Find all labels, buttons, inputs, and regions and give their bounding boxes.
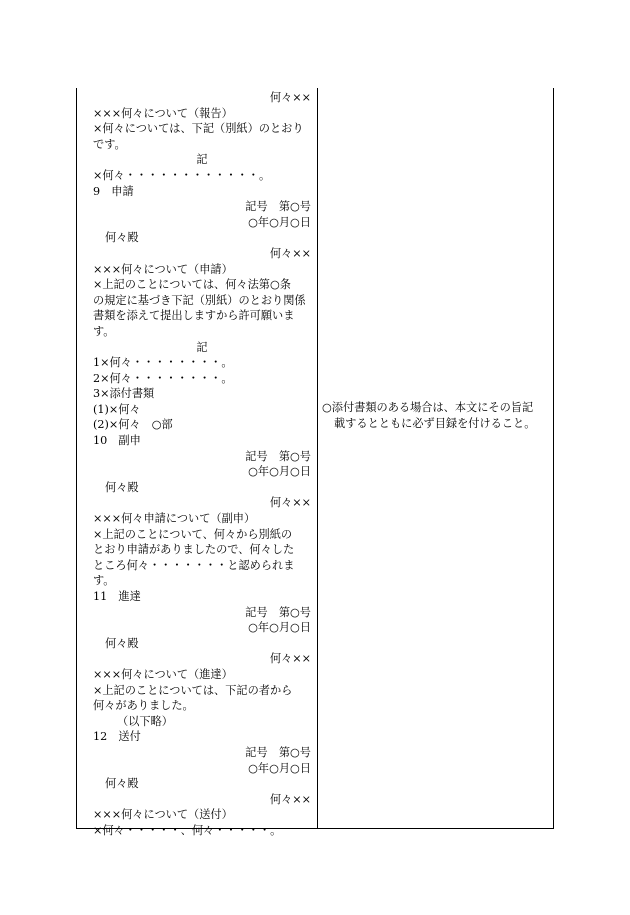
text-line: 何々×× [269,652,311,666]
text-line: (2)×何々 ○部 [93,418,173,432]
text-line: ○年○月○日 [248,465,311,479]
text-line: す。 [93,324,115,338]
text-line: 何々×× [269,792,311,806]
text-line: 何々×× [269,496,311,510]
text-line: 12 送付 [93,730,141,744]
text-line: 記号 第○号 [245,449,311,463]
text-line: 何々殿 [105,480,139,494]
text-line: 何々殿 [105,777,139,791]
text-line: (1)×何々 [93,402,141,416]
text-line: 記号 第○号 [245,200,311,214]
text-line: 記 [196,153,208,167]
note-line-2: 載するとともに必ず目録を付けること。 [334,416,536,430]
text-line: 10 副申 [93,434,141,448]
text-line: 何々×× [269,246,311,260]
text-line: 何々殿 [105,636,139,650]
text-line: 記 [196,340,208,354]
note-line-1: ○添付書類のある場合は、本文にその旨記 [322,401,534,414]
text-line: 3×添付書類 [93,387,155,401]
text-line: ×××何々について（送付） [93,808,233,822]
column-divider [317,88,318,829]
text-line: （以下略） [117,714,173,728]
text-line: ×何々・・・・・・・・・・・・。 [93,168,271,182]
text-line: ×上記のことについて、何々から別紙の [93,527,293,541]
text-line: 記号 第○号 [245,605,311,619]
text-line: 2×何々・・・・・・・・。 [93,371,233,385]
text-line: です。 [93,137,126,151]
text-line: ×××何々について（申請） [93,262,233,276]
text-line: ×上記のことについては、下記の者から [93,683,293,697]
left-column [93,90,311,839]
right-column-note [322,400,552,431]
text-line: ところ何々・・・・・・・と認められま [93,558,295,572]
text-line: 9 申請 [93,184,134,198]
text-line: ×××何々申請について（副申） [93,512,256,526]
text-line: 11 進達 [93,590,141,603]
text-line: とおり申請がありましたので、何々した [93,543,295,557]
text-line: 何々×× [269,91,311,104]
text-line: ×何々については、下記（別紙）のとおり [93,122,304,136]
text-line: ×何々・・・・・、何々・・・・・。 [93,823,282,837]
text-line: 1×何々・・・・・・・・。 [93,356,233,370]
text-line: 書類を添えて提出しますから許可願いま [93,309,295,323]
text-line: ○年○月○日 [248,761,311,775]
text-line: ×上記のことについては、何々法第○条 [93,278,291,292]
text-line: す。 [93,574,115,588]
text-line: ○年○月○日 [248,215,311,229]
text-line: の規定に基づき下記（別紙）のとおり関係 [93,293,306,307]
text-line: ×××何々について（進達） [93,667,233,681]
text-line: ×××何々について（報告） [93,106,233,120]
text-line: ○年○月○日 [248,621,311,635]
text-line: 何々殿 [105,231,139,245]
text-line: 何々がありました。 [93,699,194,713]
text-line: 記号 第○号 [245,745,311,759]
